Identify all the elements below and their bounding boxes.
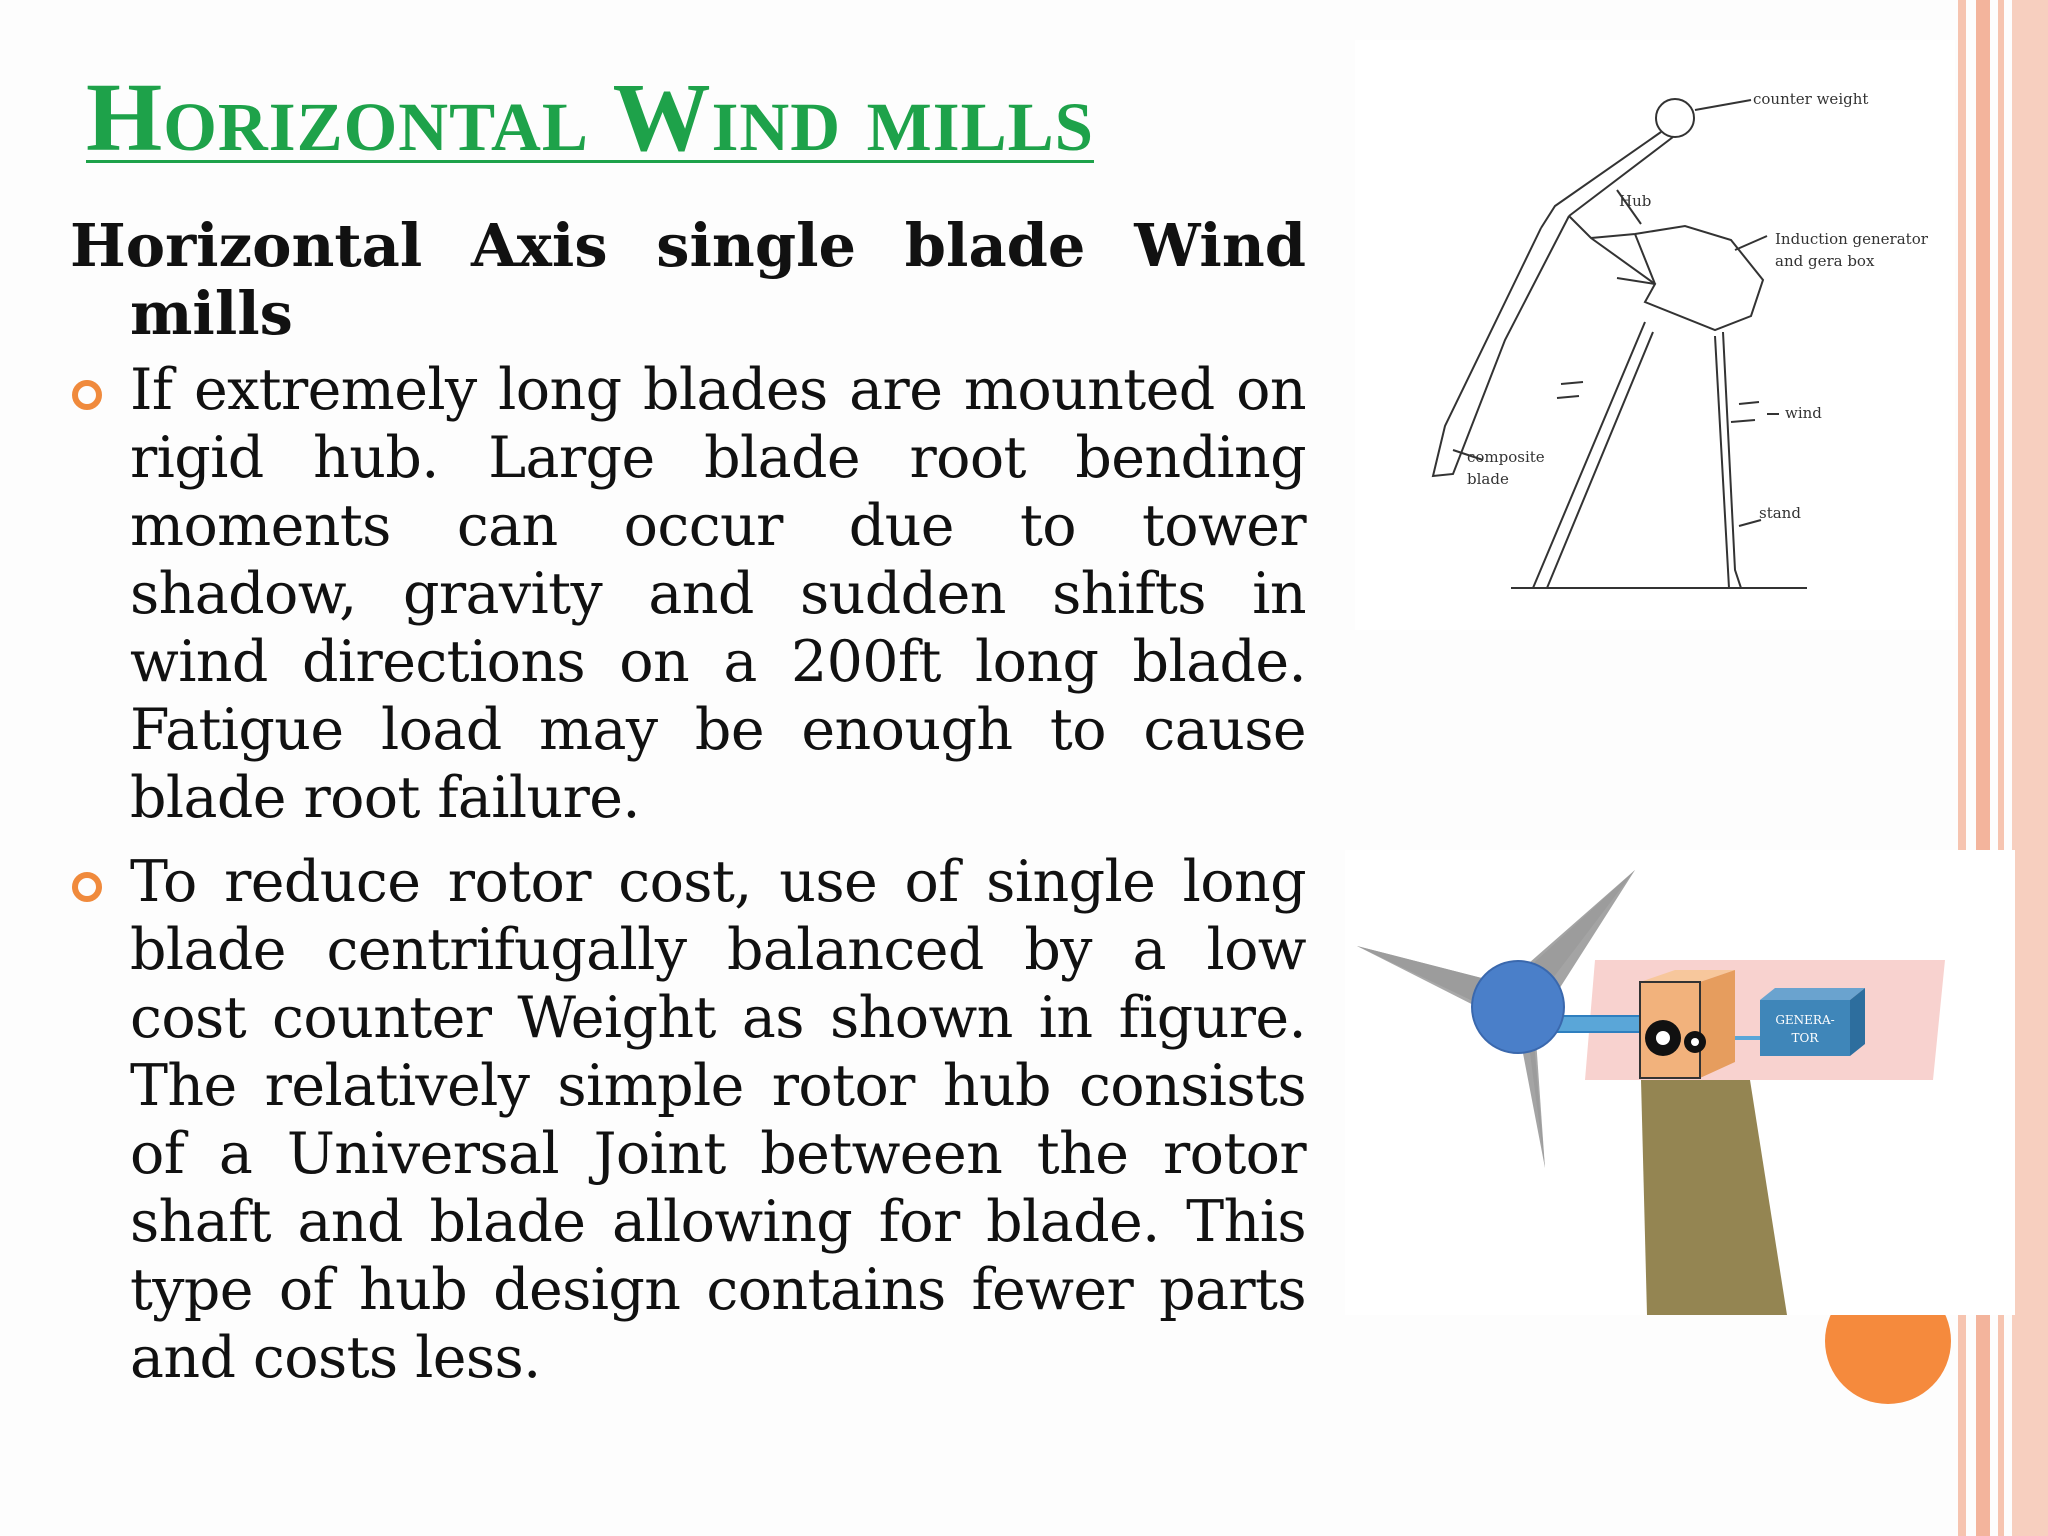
tower-shape [1641,1080,1787,1315]
label-wind: wind [1785,404,1822,422]
slide-body [70,212,1306,1408]
bullet-ring-icon [72,380,102,410]
label-counter-weight: counter weight [1753,90,1869,108]
label-induction-line1: Induction generator [1775,230,1928,248]
hub-shape [1472,961,1564,1053]
subheading: Horizontal Axis single blade Wind mills [70,211,1306,348]
bullet-text: If extremely long blades are mounted on rigid hub. Large blade root bending moments can occur due to tower shadow, gravity and sudden shifts in wind directions on a 200ft long blade. Fatigue load may be enough to cause blade root failure. [130,357,1306,831]
windmill-illustration [1345,850,2015,1315]
single-blade-windmill-diagram [1355,40,1955,630]
label-hub: Hub [1619,192,1652,210]
generator-label-line2: TOR [1791,1031,1819,1045]
bullet-ring-icon [72,872,102,902]
composite-blade-shape [1433,216,1569,476]
slide-title: Horizontal Wind mills [86,64,1094,172]
counter-weight-shape [1656,99,1694,137]
label-stand: stand [1759,504,1801,522]
label-induction-line2: and gera box [1775,252,1875,270]
label-composite-line1: composite [1467,448,1545,466]
generator-shape [1760,1000,1850,1056]
generator-label-line1: GENERA- [1775,1013,1835,1027]
bullet-item [70,356,1306,832]
bullet-text: To reduce rotor cost, use of single long blade centrifugally balanced by a low cost counter Weight as shown in figure. The relatively simple rotor hub consists of a Universal Joint between the rotor shaft and blade allowing for blade. This type of hub design contains fewer parts and costs less. [130,849,1306,1391]
label-composite-line2: blade [1467,470,1509,488]
bullet-item [70,848,1306,1392]
